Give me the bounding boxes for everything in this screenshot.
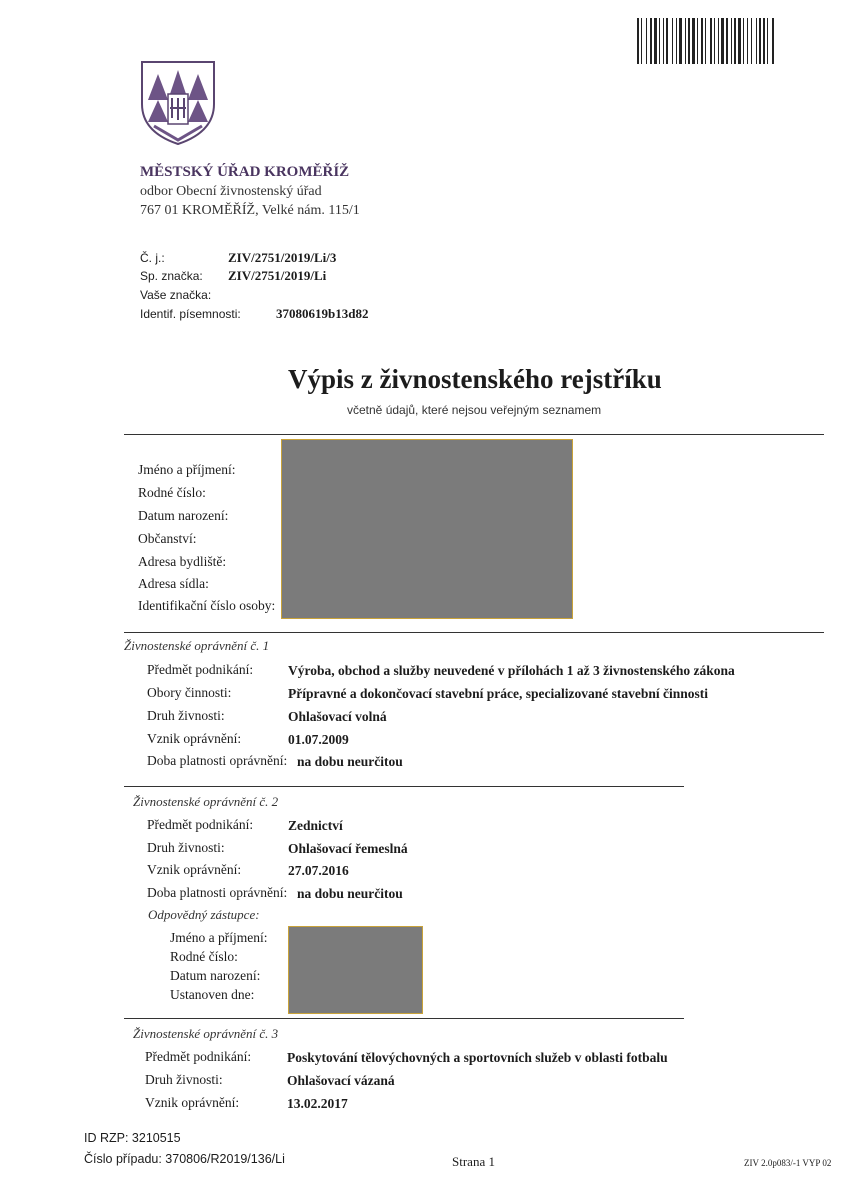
licence1-label-type: Druh živnosti: — [147, 708, 225, 723]
licence2-label-start: Vznik oprávnění: — [147, 862, 242, 877]
licence1-rule — [124, 786, 684, 787]
document-title: Výpis z živnostenského rejstříku — [288, 364, 662, 394]
licence3-heading: Živnostenské oprávnění č. 3 — [133, 1026, 279, 1041]
licence2-value-validity: na dobu neurčitou — [297, 886, 403, 901]
person-rule — [124, 632, 824, 633]
person-label-name: Jméno a příjmení: — [138, 462, 236, 477]
licence3-value-subject: Poskytování tělovýchovných a sportovních služeb v oblasti fotbalu — [287, 1050, 668, 1065]
licence1-value-validity: na dobu neurčitou — [297, 754, 403, 769]
licence1-label-subject: Předmět podnikání: — [147, 662, 254, 677]
office-department: odbor Obecní živnostenský úřad — [140, 184, 322, 199]
licence2-label-type: Druh živnosti: — [147, 840, 225, 855]
licence2-heading: Živnostenské oprávnění č. 2 — [133, 794, 279, 809]
licence1-value-start: 01.07.2009 — [288, 732, 349, 747]
person-label-birthnum: Rodné číslo: — [138, 485, 206, 500]
licence1-heading: Živnostenské oprávnění č. 1 — [124, 638, 270, 653]
person-redaction — [281, 439, 573, 619]
licence3-label-start: Vznik oprávnění: — [145, 1095, 240, 1110]
licence1-label-start: Vznik oprávnění: — [147, 731, 242, 746]
ref-value-sp: ZIV/2751/2019/Li — [228, 268, 327, 283]
licence1-label-fields: Obory činnosti: — [147, 685, 232, 700]
licence2-rule — [124, 1018, 684, 1019]
licence3-value-start: 13.02.2017 — [287, 1096, 348, 1111]
coat-of-arms-logo — [140, 60, 216, 146]
footer-form-code: ZIV 2.0p083/-1 VYP 02 — [744, 1158, 832, 1168]
licence2-label-validity: Doba platnosti oprávnění: — [147, 885, 288, 900]
office-address: 767 01 KROMĚŘÍŽ, Velké nám. 115/1 — [140, 203, 360, 218]
ref-label-cj: Č. j.: — [140, 251, 165, 265]
licence2-rep-heading: Odpovědný zástupce: — [148, 907, 260, 922]
ref-label-identif: Identif. písemnosti: — [140, 307, 241, 321]
person-label-seat: Adresa sídla: — [138, 576, 209, 591]
ref-value-cj: ZIV/2751/2019/Li/3 — [228, 250, 337, 265]
licence3-value-type: Ohlašovací vázaná — [287, 1073, 395, 1088]
licence2-value-type: Ohlašovací řemeslná — [288, 841, 408, 856]
barcode — [637, 18, 839, 64]
licence2-rep-label-appointed: Ustanoven dne: — [170, 987, 255, 1002]
ref-label-vase: Vaše značka: — [140, 288, 212, 302]
licence2-value-subject: Zednictví — [288, 818, 343, 833]
ref-value-identif: 37080619b13d82 — [276, 306, 369, 321]
licence1-label-validity: Doba platnosti oprávnění: — [147, 753, 288, 768]
person-label-birthdate: Datum narození: — [138, 508, 229, 523]
licence2-label-subject: Předmět podnikání: — [147, 817, 254, 832]
rep-redaction — [288, 926, 423, 1014]
ref-label-sp: Sp. značka: — [140, 269, 203, 283]
licence2-rep-label-birthdate: Datum narození: — [170, 968, 261, 983]
licence1-value-type: Ohlašovací volná — [288, 709, 387, 724]
footer-page-number: Strana 1 — [452, 1154, 495, 1169]
person-label-ico: Identifikační číslo osoby: — [138, 598, 276, 613]
licence3-label-type: Druh živnosti: — [145, 1072, 223, 1087]
licence1-value-subject: Výroba, obchod a služby neuvedené v přílohách 1 až 3 živnostenského zákona — [288, 663, 735, 678]
licence2-rep-label-name: Jméno a příjmení: — [170, 930, 268, 945]
licence1-value-fields: Přípravné a dokončovací stavební práce, specializované stavební činnosti — [288, 686, 708, 701]
office-name: MĚSTSKÝ ÚŘAD KROMĚŘÍŽ — [140, 164, 350, 180]
title-rule — [124, 434, 824, 435]
person-label-residence: Adresa bydliště: — [138, 554, 227, 569]
licence2-rep-label-birthnum: Rodné číslo: — [170, 949, 238, 964]
licence2-value-start: 27.07.2016 — [288, 863, 349, 878]
person-label-citizenship: Občanství: — [138, 531, 197, 546]
footer-id-rzp: ID RZP: 3210515 — [84, 1131, 181, 1145]
licence3-label-subject: Předmět podnikání: — [145, 1049, 252, 1064]
document-subtitle: včetně údajů, které nejsou veřejným seznamem — [347, 403, 602, 417]
footer-case-number: Číslo případu: 370806/R2019/136/Li — [84, 1152, 285, 1166]
